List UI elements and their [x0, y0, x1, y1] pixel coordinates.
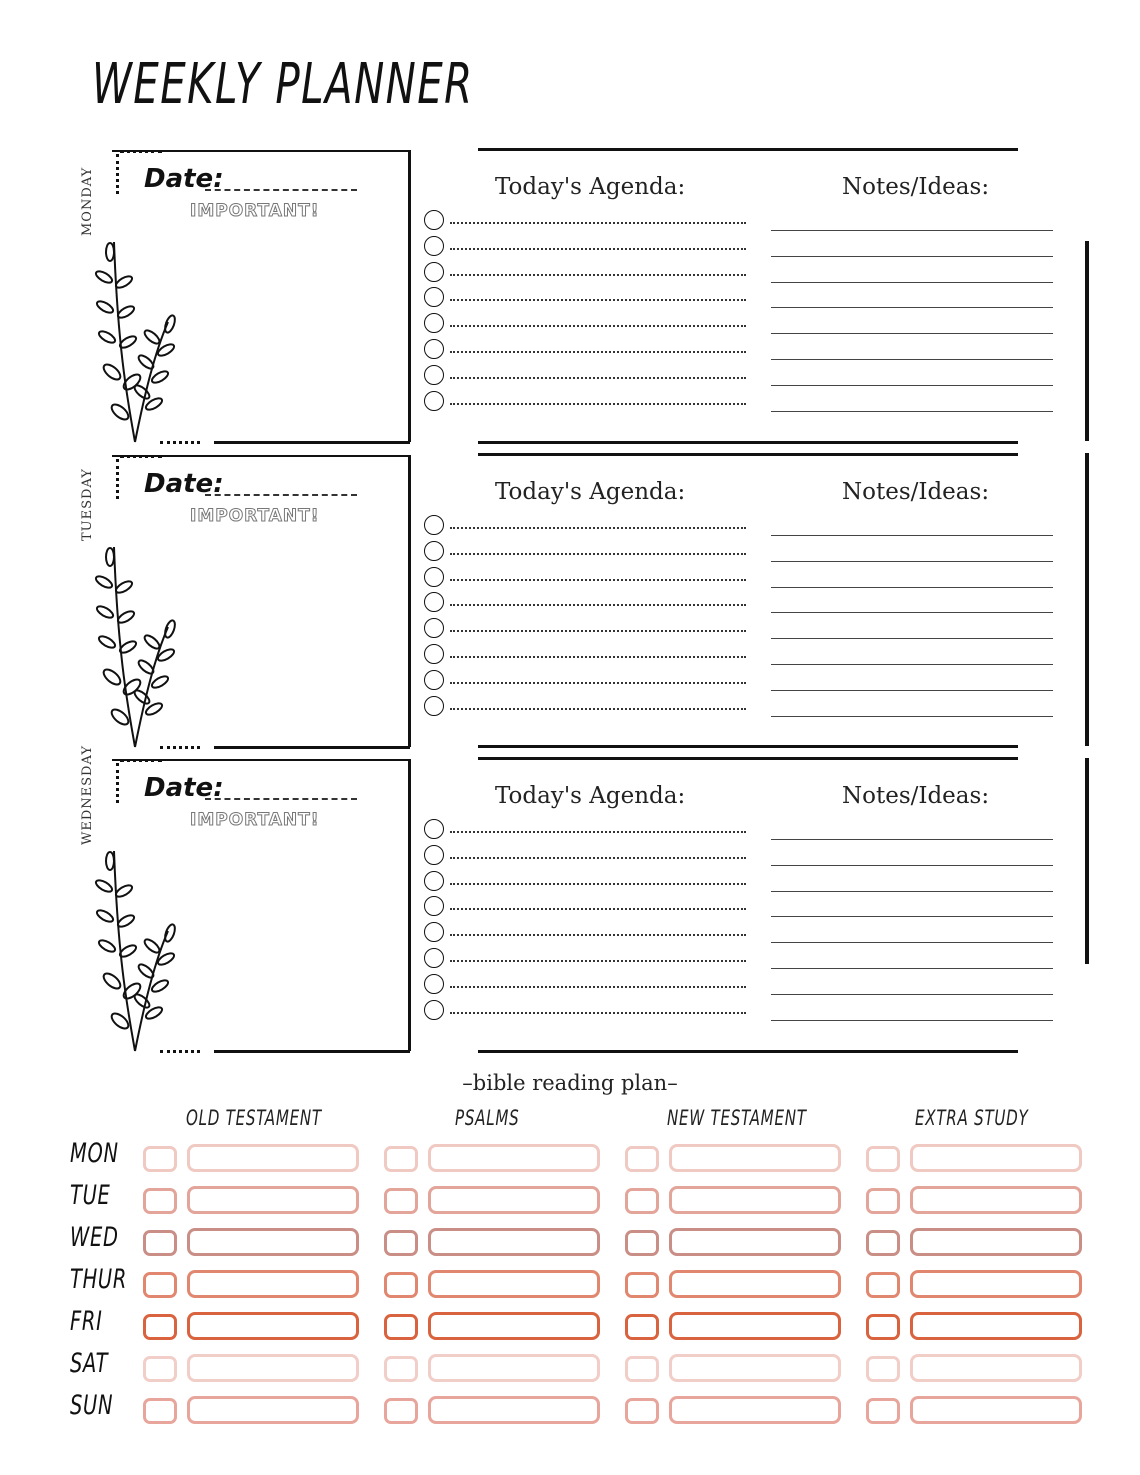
day-label: MONDAY — [80, 166, 95, 236]
notes-line[interactable] — [771, 359, 1053, 360]
agenda-heading: Today's Agenda: — [495, 174, 686, 200]
box-top-dots — [120, 455, 162, 458]
notes-heading: Notes/Ideas: — [842, 783, 990, 809]
reading-checkbox[interactable] — [384, 1230, 418, 1256]
agenda-item[interactable] — [424, 567, 754, 589]
agenda-line — [450, 299, 746, 301]
planner-title: WEEKLY PLANNER — [92, 52, 474, 117]
reading-entry-field[interactable] — [428, 1270, 600, 1298]
reading-entry-field[interactable] — [187, 1354, 359, 1382]
agenda-line — [450, 248, 746, 250]
box-left-dots — [116, 154, 122, 194]
notes-line[interactable] — [771, 716, 1053, 717]
agenda-item[interactable] — [424, 592, 754, 614]
checkbox-circle-icon[interactable] — [424, 670, 444, 690]
box-left-dots — [116, 459, 122, 499]
date-field[interactable] — [205, 494, 357, 496]
date-field[interactable] — [205, 189, 357, 191]
agenda-item[interactable] — [424, 1000, 754, 1022]
agenda-line — [450, 934, 746, 936]
reading-checkbox[interactable] — [143, 1314, 177, 1340]
reading-entry-field[interactable] — [428, 1312, 600, 1340]
reading-checkbox[interactable] — [625, 1314, 659, 1340]
plan-column-heading: OLD TESTAMENT — [186, 1106, 322, 1130]
plan-column-heading: PSALMS — [455, 1106, 520, 1130]
checkbox-circle-icon[interactable] — [424, 365, 444, 385]
plan-column-heading: NEW TESTAMENT — [667, 1106, 807, 1130]
agenda-item[interactable] — [424, 210, 754, 232]
agenda-item[interactable] — [424, 541, 754, 563]
reading-checkbox[interactable] — [866, 1146, 900, 1172]
checkbox-circle-icon[interactable] — [424, 871, 444, 891]
agenda-item[interactable] — [424, 365, 754, 387]
reading-entry-field[interactable] — [187, 1312, 359, 1340]
notes-line[interactable] — [771, 865, 1053, 866]
notes-line[interactable] — [771, 587, 1053, 588]
agenda-item[interactable] — [424, 644, 754, 666]
plan-day-label: SUN — [70, 1390, 114, 1421]
notes-line[interactable] — [771, 282, 1053, 283]
reading-entry-field[interactable] — [428, 1354, 600, 1382]
checkbox-circle-icon[interactable] — [424, 896, 444, 916]
plan-day-label: MON — [70, 1138, 119, 1169]
reading-checkbox[interactable] — [143, 1398, 177, 1424]
agenda-line — [450, 604, 746, 606]
reading-entry-field[interactable] — [428, 1144, 600, 1172]
agenda-item[interactable] — [424, 339, 754, 361]
box-bottom-line — [214, 441, 410, 444]
agenda-line — [450, 527, 746, 529]
checkbox-circle-icon[interactable] — [424, 210, 444, 230]
reading-checkbox[interactable] — [625, 1272, 659, 1298]
agenda-heading: Today's Agenda: — [495, 783, 686, 809]
notes-heading: Notes/Ideas: — [842, 174, 990, 200]
agenda-item[interactable] — [424, 948, 754, 970]
reading-entry-field[interactable] — [669, 1396, 841, 1424]
checkbox-circle-icon[interactable] — [424, 974, 444, 994]
agenda-line — [450, 986, 746, 988]
date-label: Date: — [144, 773, 224, 803]
checkbox-circle-icon[interactable] — [424, 845, 444, 865]
agenda-line — [450, 579, 746, 581]
notes-line[interactable] — [771, 307, 1053, 308]
reading-entry-field[interactable] — [669, 1354, 841, 1382]
agenda-line — [450, 883, 746, 885]
agenda-item[interactable] — [424, 819, 754, 841]
leaf-sprig-illustration — [90, 232, 180, 451]
checkbox-circle-icon[interactable] — [424, 287, 444, 307]
agenda-item[interactable] — [424, 871, 754, 893]
agenda-line — [450, 630, 746, 632]
reading-checkbox[interactable] — [625, 1398, 659, 1424]
box-top-dots — [120, 150, 162, 153]
notes-line[interactable] — [771, 612, 1053, 613]
reading-entry-field[interactable] — [910, 1354, 1082, 1382]
leaf-sprig-illustration — [90, 537, 180, 756]
checkbox-circle-icon[interactable] — [424, 391, 444, 411]
box-top-dots — [120, 759, 162, 762]
leaf-sprig-illustration — [90, 841, 180, 1060]
reading-entry-field[interactable] — [669, 1270, 841, 1298]
reading-entry-field[interactable] — [910, 1186, 1082, 1214]
box-bottom-line — [214, 1050, 410, 1053]
agenda-line — [450, 960, 746, 962]
checkbox-circle-icon[interactable] — [424, 922, 444, 942]
reading-checkbox[interactable] — [143, 1146, 177, 1172]
reading-checkbox[interactable] — [625, 1230, 659, 1256]
agenda-line — [450, 377, 746, 379]
notes-line[interactable] — [771, 385, 1053, 386]
checkbox-circle-icon[interactable] — [424, 236, 444, 256]
reading-checkbox[interactable] — [866, 1356, 900, 1382]
date-label: Date: — [144, 469, 224, 499]
notes-line[interactable] — [771, 230, 1053, 231]
agenda-item[interactable] — [424, 618, 754, 640]
agenda-item[interactable] — [424, 236, 754, 258]
side-bar — [1085, 453, 1089, 746]
reading-entry-field[interactable] — [910, 1144, 1082, 1172]
date-label: Date: — [144, 164, 224, 194]
agenda-line — [450, 682, 746, 684]
agenda-item[interactable] — [424, 262, 754, 284]
reading-entry-field[interactable] — [187, 1144, 359, 1172]
reading-entry-field[interactable] — [428, 1396, 600, 1424]
notes-line[interactable] — [771, 942, 1053, 943]
checkbox-circle-icon[interactable] — [424, 618, 444, 638]
agenda-heading: Today's Agenda: — [495, 479, 686, 505]
important-label: IMPORTANT! — [190, 810, 320, 830]
agenda-item[interactable] — [424, 515, 754, 537]
reading-checkbox[interactable] — [143, 1272, 177, 1298]
checkbox-circle-icon[interactable] — [424, 339, 444, 359]
reading-entry-field[interactable] — [910, 1312, 1082, 1340]
box-left-dots — [116, 763, 122, 803]
notes-line[interactable] — [771, 333, 1053, 334]
reading-entry-field[interactable] — [910, 1270, 1082, 1298]
plan-day-label: TUE — [70, 1180, 111, 1211]
checkbox-circle-icon[interactable] — [424, 819, 444, 839]
reading-entry-field[interactable] — [187, 1186, 359, 1214]
checkbox-circle-icon[interactable] — [424, 696, 444, 716]
notes-line[interactable] — [771, 916, 1053, 917]
notes-line[interactable] — [771, 411, 1053, 412]
notes-line[interactable] — [771, 839, 1053, 840]
reading-checkbox[interactable] — [384, 1314, 418, 1340]
checkbox-circle-icon[interactable] — [424, 541, 444, 561]
checkbox-circle-icon[interactable] — [424, 592, 444, 612]
agenda-line — [450, 274, 746, 276]
notes-line[interactable] — [771, 1020, 1053, 1021]
reading-checkbox[interactable] — [625, 1188, 659, 1214]
notes-line[interactable] — [771, 535, 1053, 536]
section-bottom-line — [478, 441, 1018, 444]
plan-column-heading: EXTRA STUDY — [915, 1106, 1029, 1130]
plan-day-label: WED — [70, 1222, 119, 1253]
checkbox-circle-icon[interactable] — [424, 515, 444, 535]
reading-checkbox[interactable] — [866, 1272, 900, 1298]
reading-entry-field[interactable] — [428, 1186, 600, 1214]
reading-entry-field[interactable] — [669, 1228, 841, 1256]
important-label: IMPORTANT! — [190, 201, 320, 221]
reading-checkbox[interactable] — [625, 1356, 659, 1382]
agenda-line — [450, 908, 746, 910]
agenda-item[interactable] — [424, 845, 754, 867]
agenda-line — [450, 831, 746, 833]
notes-line[interactable] — [771, 664, 1053, 665]
reading-checkbox[interactable] — [866, 1398, 900, 1424]
reading-entry-field[interactable] — [187, 1396, 359, 1424]
checkbox-circle-icon[interactable] — [424, 567, 444, 587]
agenda-line — [450, 325, 746, 327]
section-top-line — [478, 757, 1018, 760]
plan-day-label: THUR — [70, 1264, 128, 1295]
section-bottom-line — [478, 1050, 1018, 1053]
agenda-item[interactable] — [424, 922, 754, 944]
reading-checkbox[interactable] — [866, 1230, 900, 1256]
bible-plan-title: –bible reading plan– — [462, 1071, 678, 1095]
section-top-line — [478, 453, 1018, 456]
reading-checkbox[interactable] — [625, 1146, 659, 1172]
notes-line[interactable] — [771, 968, 1053, 969]
reading-entry-field[interactable] — [669, 1144, 841, 1172]
agenda-line — [450, 1012, 746, 1014]
reading-checkbox[interactable] — [143, 1188, 177, 1214]
day-label: TUESDAY — [80, 468, 95, 541]
day-label: WEDNESDAY — [80, 745, 95, 845]
agenda-item[interactable] — [424, 974, 754, 996]
box-bottom-line — [214, 746, 410, 749]
agenda-line — [450, 351, 746, 353]
reading-checkbox[interactable] — [143, 1356, 177, 1382]
reading-checkbox[interactable] — [143, 1230, 177, 1256]
agenda-line — [450, 708, 746, 710]
agenda-line — [450, 857, 746, 859]
agenda-item[interactable] — [424, 896, 754, 918]
notes-heading: Notes/Ideas: — [842, 479, 990, 505]
notes-line[interactable] — [771, 256, 1053, 257]
agenda-line — [450, 222, 746, 224]
side-bar — [1085, 241, 1089, 441]
reading-checkbox[interactable] — [866, 1188, 900, 1214]
notes-line[interactable] — [771, 638, 1053, 639]
side-bar — [1085, 758, 1089, 964]
section-bottom-line — [478, 745, 1018, 748]
checkbox-circle-icon[interactable] — [424, 1000, 444, 1020]
reading-entry-field[interactable] — [428, 1228, 600, 1256]
notes-line[interactable] — [771, 994, 1053, 995]
reading-entry-field[interactable] — [187, 1228, 359, 1256]
checkbox-circle-icon[interactable] — [424, 262, 444, 282]
reading-checkbox[interactable] — [384, 1188, 418, 1214]
reading-checkbox[interactable] — [384, 1398, 418, 1424]
agenda-item[interactable] — [424, 287, 754, 309]
checkbox-circle-icon[interactable] — [424, 313, 444, 333]
agenda-line — [450, 656, 746, 658]
reading-checkbox[interactable] — [384, 1146, 418, 1172]
agenda-item[interactable] — [424, 391, 754, 413]
important-label: IMPORTANT! — [190, 506, 320, 526]
reading-entry-field[interactable] — [910, 1396, 1082, 1424]
agenda-item[interactable] — [424, 696, 754, 718]
reading-entry-field[interactable] — [669, 1186, 841, 1214]
section-top-line — [478, 148, 1018, 151]
agenda-line — [450, 553, 746, 555]
notes-line[interactable] — [771, 891, 1053, 892]
agenda-item[interactable] — [424, 670, 754, 692]
reading-entry-field[interactable] — [669, 1312, 841, 1340]
checkbox-circle-icon[interactable] — [424, 644, 444, 664]
checkbox-circle-icon[interactable] — [424, 948, 444, 968]
notes-line[interactable] — [771, 690, 1053, 691]
date-field[interactable] — [205, 798, 357, 800]
reading-checkbox[interactable] — [384, 1272, 418, 1298]
reading-checkbox[interactable] — [866, 1314, 900, 1340]
plan-day-label: SAT — [70, 1348, 109, 1379]
notes-line[interactable] — [771, 561, 1053, 562]
reading-entry-field[interactable] — [187, 1270, 359, 1298]
agenda-line — [450, 403, 746, 405]
agenda-item[interactable] — [424, 313, 754, 335]
plan-day-label: FRI — [70, 1306, 103, 1337]
reading-entry-field[interactable] — [910, 1228, 1082, 1256]
reading-checkbox[interactable] — [384, 1356, 418, 1382]
